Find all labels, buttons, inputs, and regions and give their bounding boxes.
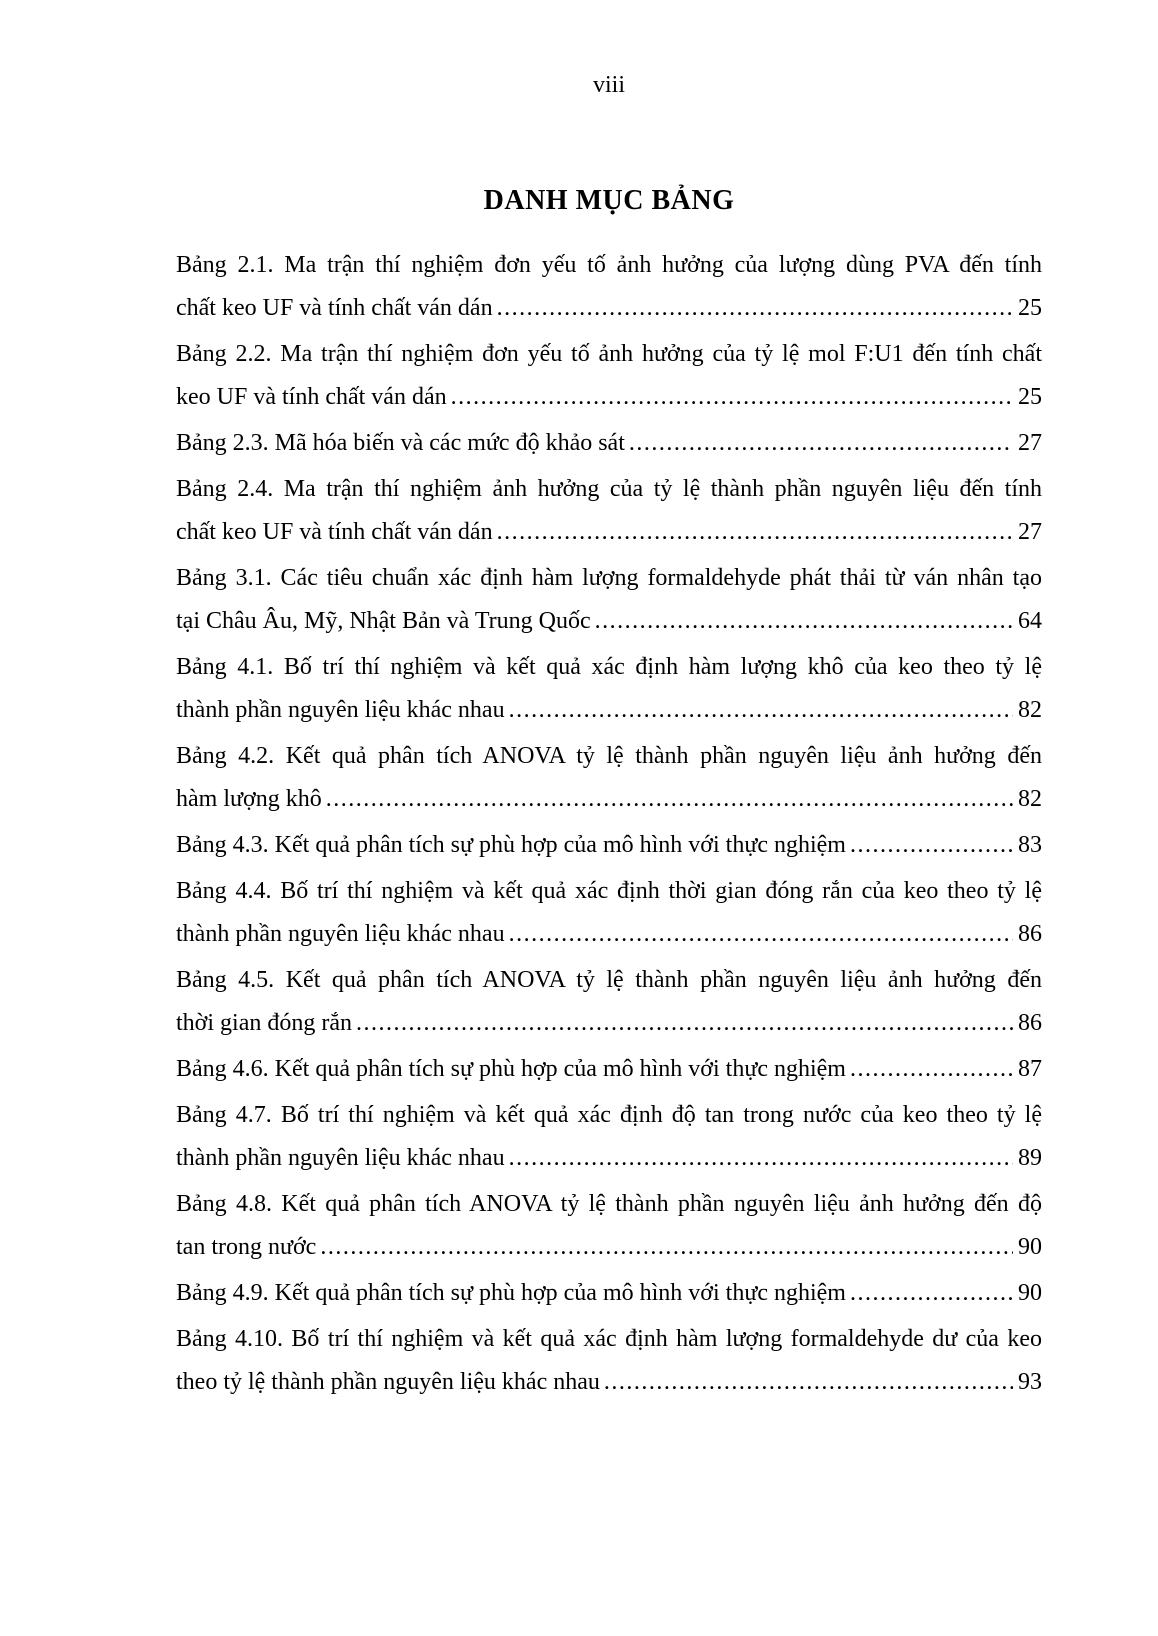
dot-leader — [509, 1137, 1013, 1180]
toc-entry-line: Bảng 4.6. Kết quả phân tích sự phù hợp của mô hình với thực nghiệm — [176, 1056, 846, 1082]
toc-entry-line2: tại Châu Âu, Mỹ, Nhật Bản và Trung Quốc — [176, 608, 591, 634]
toc-entry-line: Bảng 4.9. Kết quả phân tích sự phù hợp của mô hình với thực nghiệm — [176, 1280, 846, 1306]
dot-leader — [497, 287, 1013, 330]
toc-entry-page-number: 27 — [1018, 430, 1042, 456]
toc-entry-bang-2-4 — [176, 468, 1042, 554]
toc-entry-page-number: 27 — [1018, 519, 1042, 545]
toc-entry-line2: theo tỷ lệ thành phần nguyên liệu khác nhau — [176, 1369, 600, 1395]
page-title: DANH MỤC BẢNG — [483, 185, 735, 216]
toc-entry-page-number: 82 — [1018, 697, 1042, 723]
toc-entry-line2: thành phần nguyên liệu khác nhau — [176, 1145, 505, 1171]
toc-entry-page-number: 86 — [1018, 1010, 1042, 1036]
toc-entry-line1: Bảng 2.4. Ma trận thí nghiệm ảnh hưởng của tỷ lệ thành phần nguyên liệu đến tính — [176, 476, 1042, 502]
toc-entry-bang-4-9 — [176, 1272, 1042, 1315]
toc-entry-line2: thành phần nguyên liệu khác nhau — [176, 921, 505, 947]
toc-entry-line2: thời gian đóng rắn — [176, 1010, 352, 1036]
toc-entry-line2: tan trong nước — [176, 1234, 317, 1260]
toc-entry-page-number: 83 — [1018, 832, 1042, 858]
dot-leader — [595, 600, 1013, 643]
toc-entry-page-number: 82 — [1018, 786, 1042, 812]
toc-entry-page-number: 86 — [1018, 921, 1042, 947]
toc-entry-page-number: 93 — [1018, 1369, 1042, 1395]
toc-entry-line2: chất keo UF và tính chất ván dán — [176, 519, 493, 545]
document-page — [176, 70, 1042, 1407]
toc-entry-line1: Bảng 4.4. Bố trí thí nghiệm và kết quả xác định thời gian đóng rắn của keo theo tỷ lệ — [176, 878, 1042, 904]
toc-entry-bang-4-3 — [176, 824, 1042, 867]
dot-leader — [497, 511, 1013, 554]
toc-entry-line2: chất keo UF và tính chất ván dán — [176, 295, 493, 321]
toc-entry-page-number: 64 — [1018, 608, 1042, 634]
dot-leader — [850, 1272, 1013, 1315]
toc-entry-bang-2-2 — [176, 333, 1042, 419]
toc-entry-line1: Bảng 4.10. Bố trí thí nghiệm và kết quả xác định hàm lượng formaldehyde dư của keo — [176, 1326, 1042, 1352]
toc-entry-bang-4-2 — [176, 735, 1042, 821]
toc-entry-bang-2-1 — [176, 244, 1042, 330]
list-of-tables — [176, 244, 1042, 1404]
dot-leader — [509, 689, 1013, 732]
toc-entry-line: Bảng 4.3. Kết quả phân tích sự phù hợp của mô hình với thực nghiệm — [176, 832, 846, 858]
toc-entry-line2: keo UF và tính chất ván dán — [176, 384, 447, 410]
toc-entry-bang-2-3 — [176, 422, 1042, 465]
dot-leader — [509, 913, 1013, 956]
toc-entry-bang-4-6 — [176, 1048, 1042, 1091]
dot-leader — [850, 824, 1013, 867]
dot-leader — [629, 422, 1013, 465]
toc-entry-page-number: 90 — [1018, 1280, 1042, 1306]
toc-entry-bang-4-1 — [176, 646, 1042, 732]
toc-entry-line1: Bảng 2.2. Ma trận thí nghiệm đơn yếu tố ảnh hưởng của tỷ lệ mol F:U1 đến tính chất — [176, 341, 1042, 367]
toc-entry-bang-4-10 — [176, 1318, 1042, 1404]
toc-entry-line1: Bảng 4.1. Bố trí thí nghiệm và kết quả xác định hàm lượng khô của keo theo tỷ lệ — [176, 654, 1042, 680]
dot-leader — [320, 1226, 1013, 1269]
toc-entry-bang-4-8 — [176, 1183, 1042, 1269]
toc-entry-line1: Bảng 2.1. Ma trận thí nghiệm đơn yếu tố ảnh hưởng của lượng dùng PVA đến tính — [176, 252, 1042, 278]
toc-entry-bang-4-5 — [176, 959, 1042, 1045]
dot-leader — [850, 1048, 1013, 1091]
toc-entry-bang-3-1 — [176, 557, 1042, 643]
toc-entry-line2: thành phần nguyên liệu khác nhau — [176, 697, 505, 723]
dot-leader — [326, 778, 1013, 821]
toc-entry-line1: Bảng 4.5. Kết quả phân tích ANOVA tỷ lệ thành phần nguyên liệu ảnh hưởng đến — [176, 967, 1042, 993]
page-number-folio: viii — [592, 72, 625, 98]
dot-leader — [604, 1361, 1013, 1404]
dot-leader — [356, 1002, 1013, 1045]
toc-entry-line2: hàm lượng khô — [176, 786, 322, 812]
toc-entry-line1: Bảng 4.8. Kết quả phân tích ANOVA tỷ lệ thành phần nguyên liệu ảnh hưởng đến độ — [176, 1191, 1042, 1217]
toc-entry-line: Bảng 2.3. Mã hóa biến và các mức độ khảo sát — [176, 430, 625, 456]
toc-entry-page-number: 89 — [1018, 1145, 1042, 1171]
toc-entry-line1: Bảng 4.7. Bố trí thí nghiệm và kết quả xác định độ tan trong nước của keo theo tỷ lệ — [176, 1102, 1042, 1128]
dot-leader — [451, 376, 1013, 419]
toc-entry-line1: Bảng 4.2. Kết quả phân tích ANOVA tỷ lệ thành phần nguyên liệu ảnh hưởng đến — [176, 743, 1042, 769]
toc-entry-bang-4-7 — [176, 1094, 1042, 1180]
toc-entry-page-number: 90 — [1018, 1234, 1042, 1260]
toc-entry-page-number: 25 — [1018, 384, 1042, 410]
toc-entry-line1: Bảng 3.1. Các tiêu chuẩn xác định hàm lượng formaldehyde phát thải từ ván nhân tạo — [176, 565, 1042, 591]
toc-entry-page-number: 87 — [1018, 1056, 1042, 1082]
toc-entry-bang-4-4 — [176, 870, 1042, 956]
toc-entry-page-number: 25 — [1018, 295, 1042, 321]
